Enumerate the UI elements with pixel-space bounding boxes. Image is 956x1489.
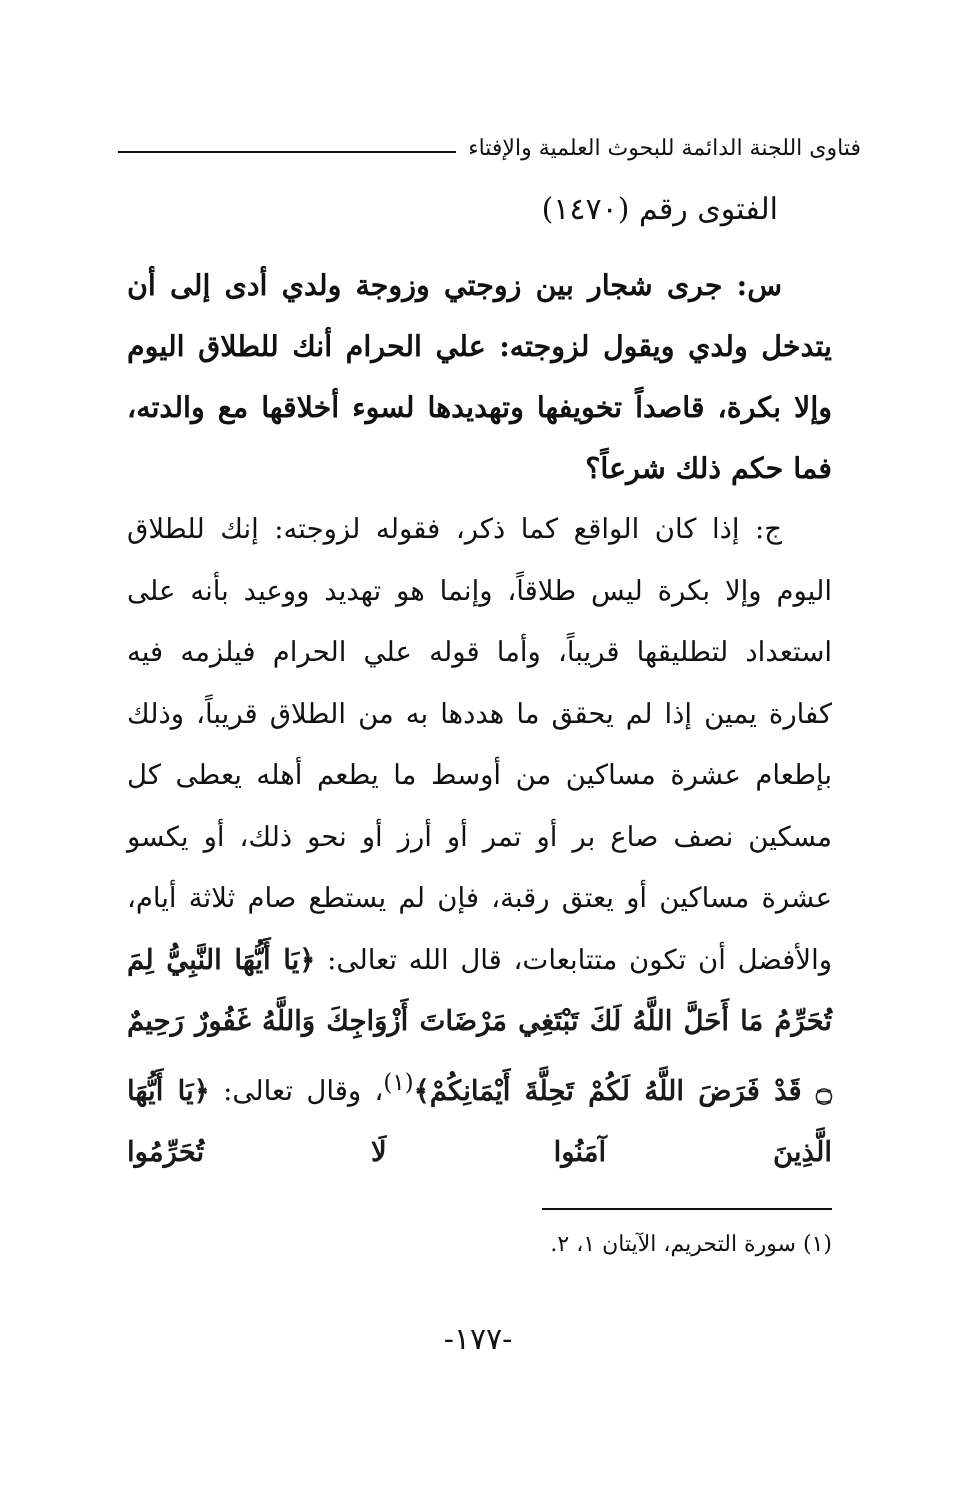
header-rule: [118, 151, 456, 153]
footnote: (١) سورة التحريم، الآيتان ١، ٢.: [550, 1232, 832, 1257]
footnote-rule: [542, 1208, 832, 1210]
page-number: -١٧٧-: [443, 1322, 513, 1357]
answer-paragraph: [127, 499, 832, 1184]
footnote-marker: (١): [383, 1069, 414, 1096]
answer-middle-text: ، وقال تعالى:: [209, 1074, 384, 1107]
header-title: فتاوى اللجنة الدائمة للبحوث العلمية والإفتاء: [468, 135, 861, 161]
body-text: [127, 255, 832, 1184]
question-paragraph: س: جرى شجار بين زوجتي وزوجة ولدي أدى إلى أن يتدخل ولدي ويقول لزوجته: علي الحرام أنك للطلاق اليوم وإلا بكرة، قاصداً تخويفها وتهديدها لسوء أخلاقها مع والدته، فما حكم ذلك شرعاً؟: [127, 268, 832, 485]
quran-verse-2: ﴿يَا أَيُّهَا الَّذِينَ آمَنُوا لَا تُحَرِّمُوا: [127, 1074, 832, 1169]
answer-text: ج: إذا كان الواقع كما ذكر، فقوله لزوجته: إنك للطلاق اليوم وإلا بكرة ليس طلاقاً، وإنما هو تهديد ووعيد بأنه على استعداد لتطليقها قريباً، وأما قوله علي الحرام فيلزمه فيه كفارة يمين إذا لم يحقق ما هددها به من الطلاق قريباً، وذلك بإطعام عشرة مساكين من أوسط ما يطعم أهله يعطى كل مسكين نصف صاع بر أو تمر أو أرز أو نحو ذلك، أو يكسو عشرة مساكين أو يعتق رقبة، فإن لم يستطع صام ثلاثة أيام، والأفضل أن تكون متتابعات، قال الله تعالى:: [127, 513, 833, 976]
fatwa-number: الفتوى رقم (١٤٧٠): [541, 192, 778, 227]
running-header: [118, 128, 861, 168]
quran-verse-1: ﴿يَا أَيُّهَا النَّبِيُّ لِمَ تُحَرِّمُ مَا أَحَلَّ اللَّهُ لَكَ تَبْتَغِي مَرْضَاتَ أَزْوَاجِكَ وَاللَّهُ غَفُورٌ رَحِيمٌ ۝ قَدْ فَرَضَ اللَّهُ لَكُمْ تَحِلَّةَ أَيْمَانِكُمْ﴾: [127, 943, 832, 1107]
